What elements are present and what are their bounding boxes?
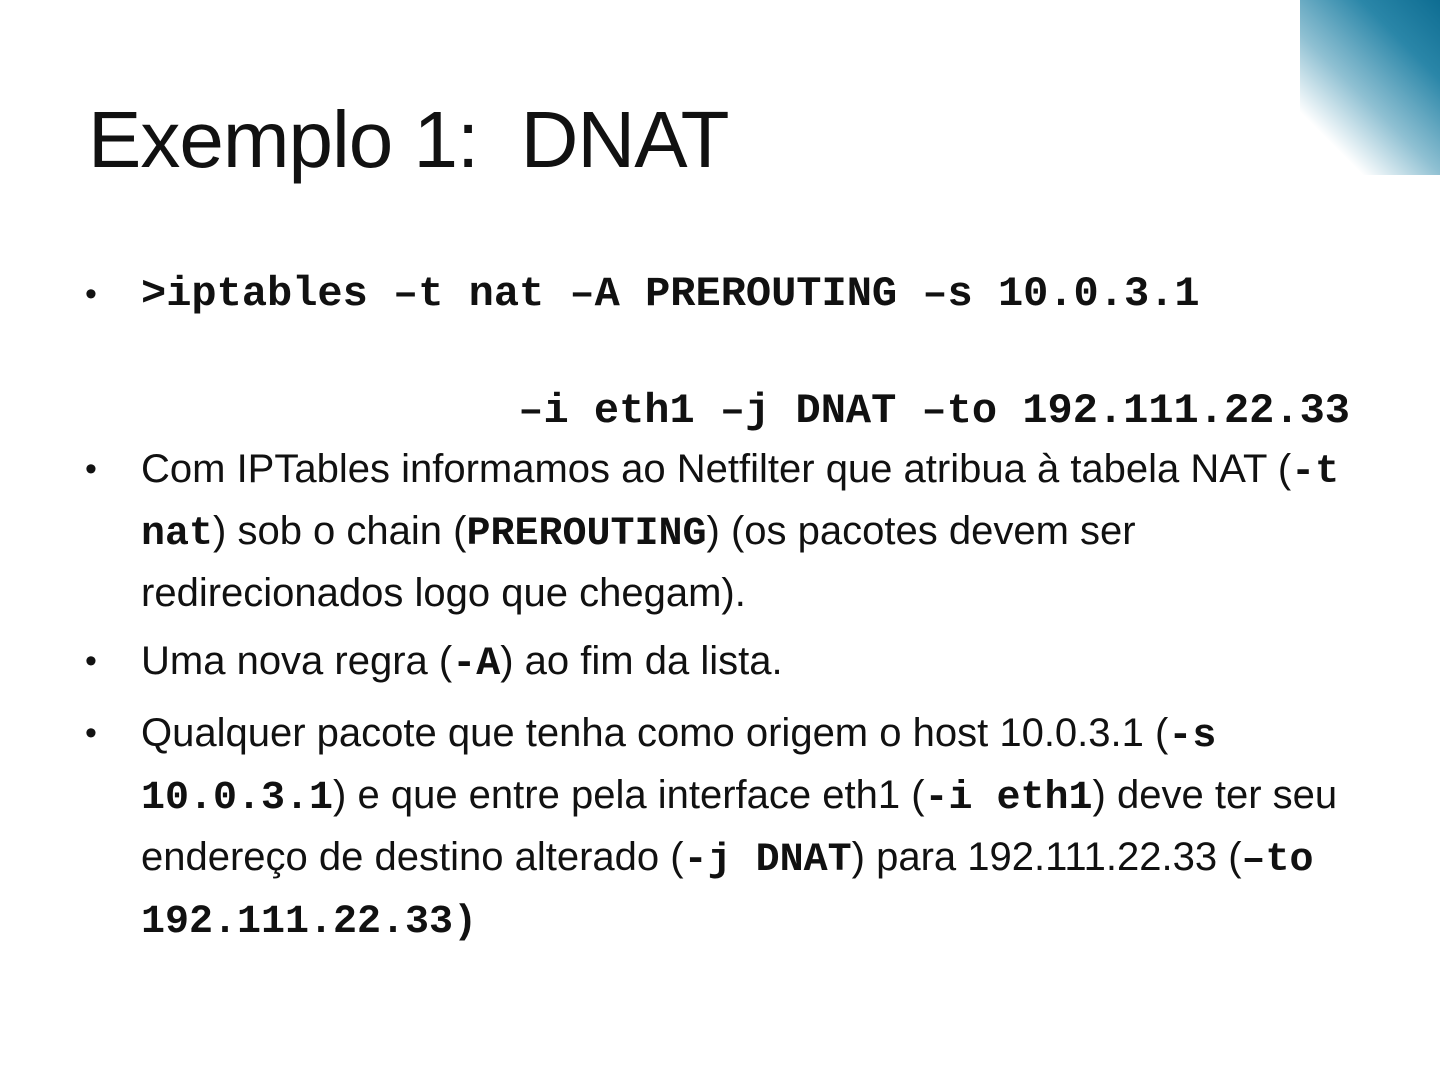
code-fragment: -i eth1: [924, 776, 1093, 821]
bullet-text: ) deve ter seu endereço de destino alterado (: [141, 773, 1338, 879]
bullet-text: Qualquer pacote que tenha como origem o host 10.0.3.1 (: [141, 711, 1169, 755]
bullet-text: ) (os pacotes devem ser redirecionados logo que chegam).: [141, 509, 1136, 615]
bullet-text: ) sob o chain (: [213, 509, 467, 553]
code-fragment: -s 10.0.3.1: [141, 714, 1217, 821]
bullet-text: ): [453, 900, 478, 945]
bullet-dot: •: [85, 275, 97, 313]
bullet-text: ) e que entre pela interface eth1 (: [333, 773, 925, 817]
bullet-dot: •: [85, 642, 97, 680]
bullet-text: Com IPTables informamos ao Netfilter que atribua à tabela NAT (: [141, 447, 1292, 491]
bullet-new-rule: [85, 632, 1385, 694]
code-fragment: –to 192.111.22.33: [141, 838, 1314, 945]
corner-gradient-decoration: [1300, 0, 1440, 175]
code-fragment: -j DNAT: [683, 838, 852, 883]
code-fragment: PREROUTING: [466, 512, 707, 557]
code-fragment: -A: [452, 642, 501, 687]
bullet-netfilter: [85, 440, 1385, 622]
bullet-dot: •: [85, 714, 97, 752]
bullet-packet-rule: [85, 704, 1385, 952]
bullet-list: [85, 265, 1385, 952]
slide-title: Exemplo 1: DNAT: [88, 95, 729, 184]
command-line-1: >iptables –t nat –A PREROUTING –s 10.0.3.1: [141, 270, 1200, 318]
code-fragment: -t nat: [141, 450, 1340, 557]
bullet-command: [85, 265, 1385, 440]
bullet-text: ) para 192.111.22.33 (: [851, 835, 1242, 879]
bullet-dot: •: [85, 450, 97, 488]
command-line-2: –i eth1 –j DNAT –to 192.111.22.33: [518, 387, 1350, 435]
bullet-text: ) ao fim da lista.: [500, 639, 783, 683]
bullet-text: Uma nova regra (: [141, 639, 453, 683]
